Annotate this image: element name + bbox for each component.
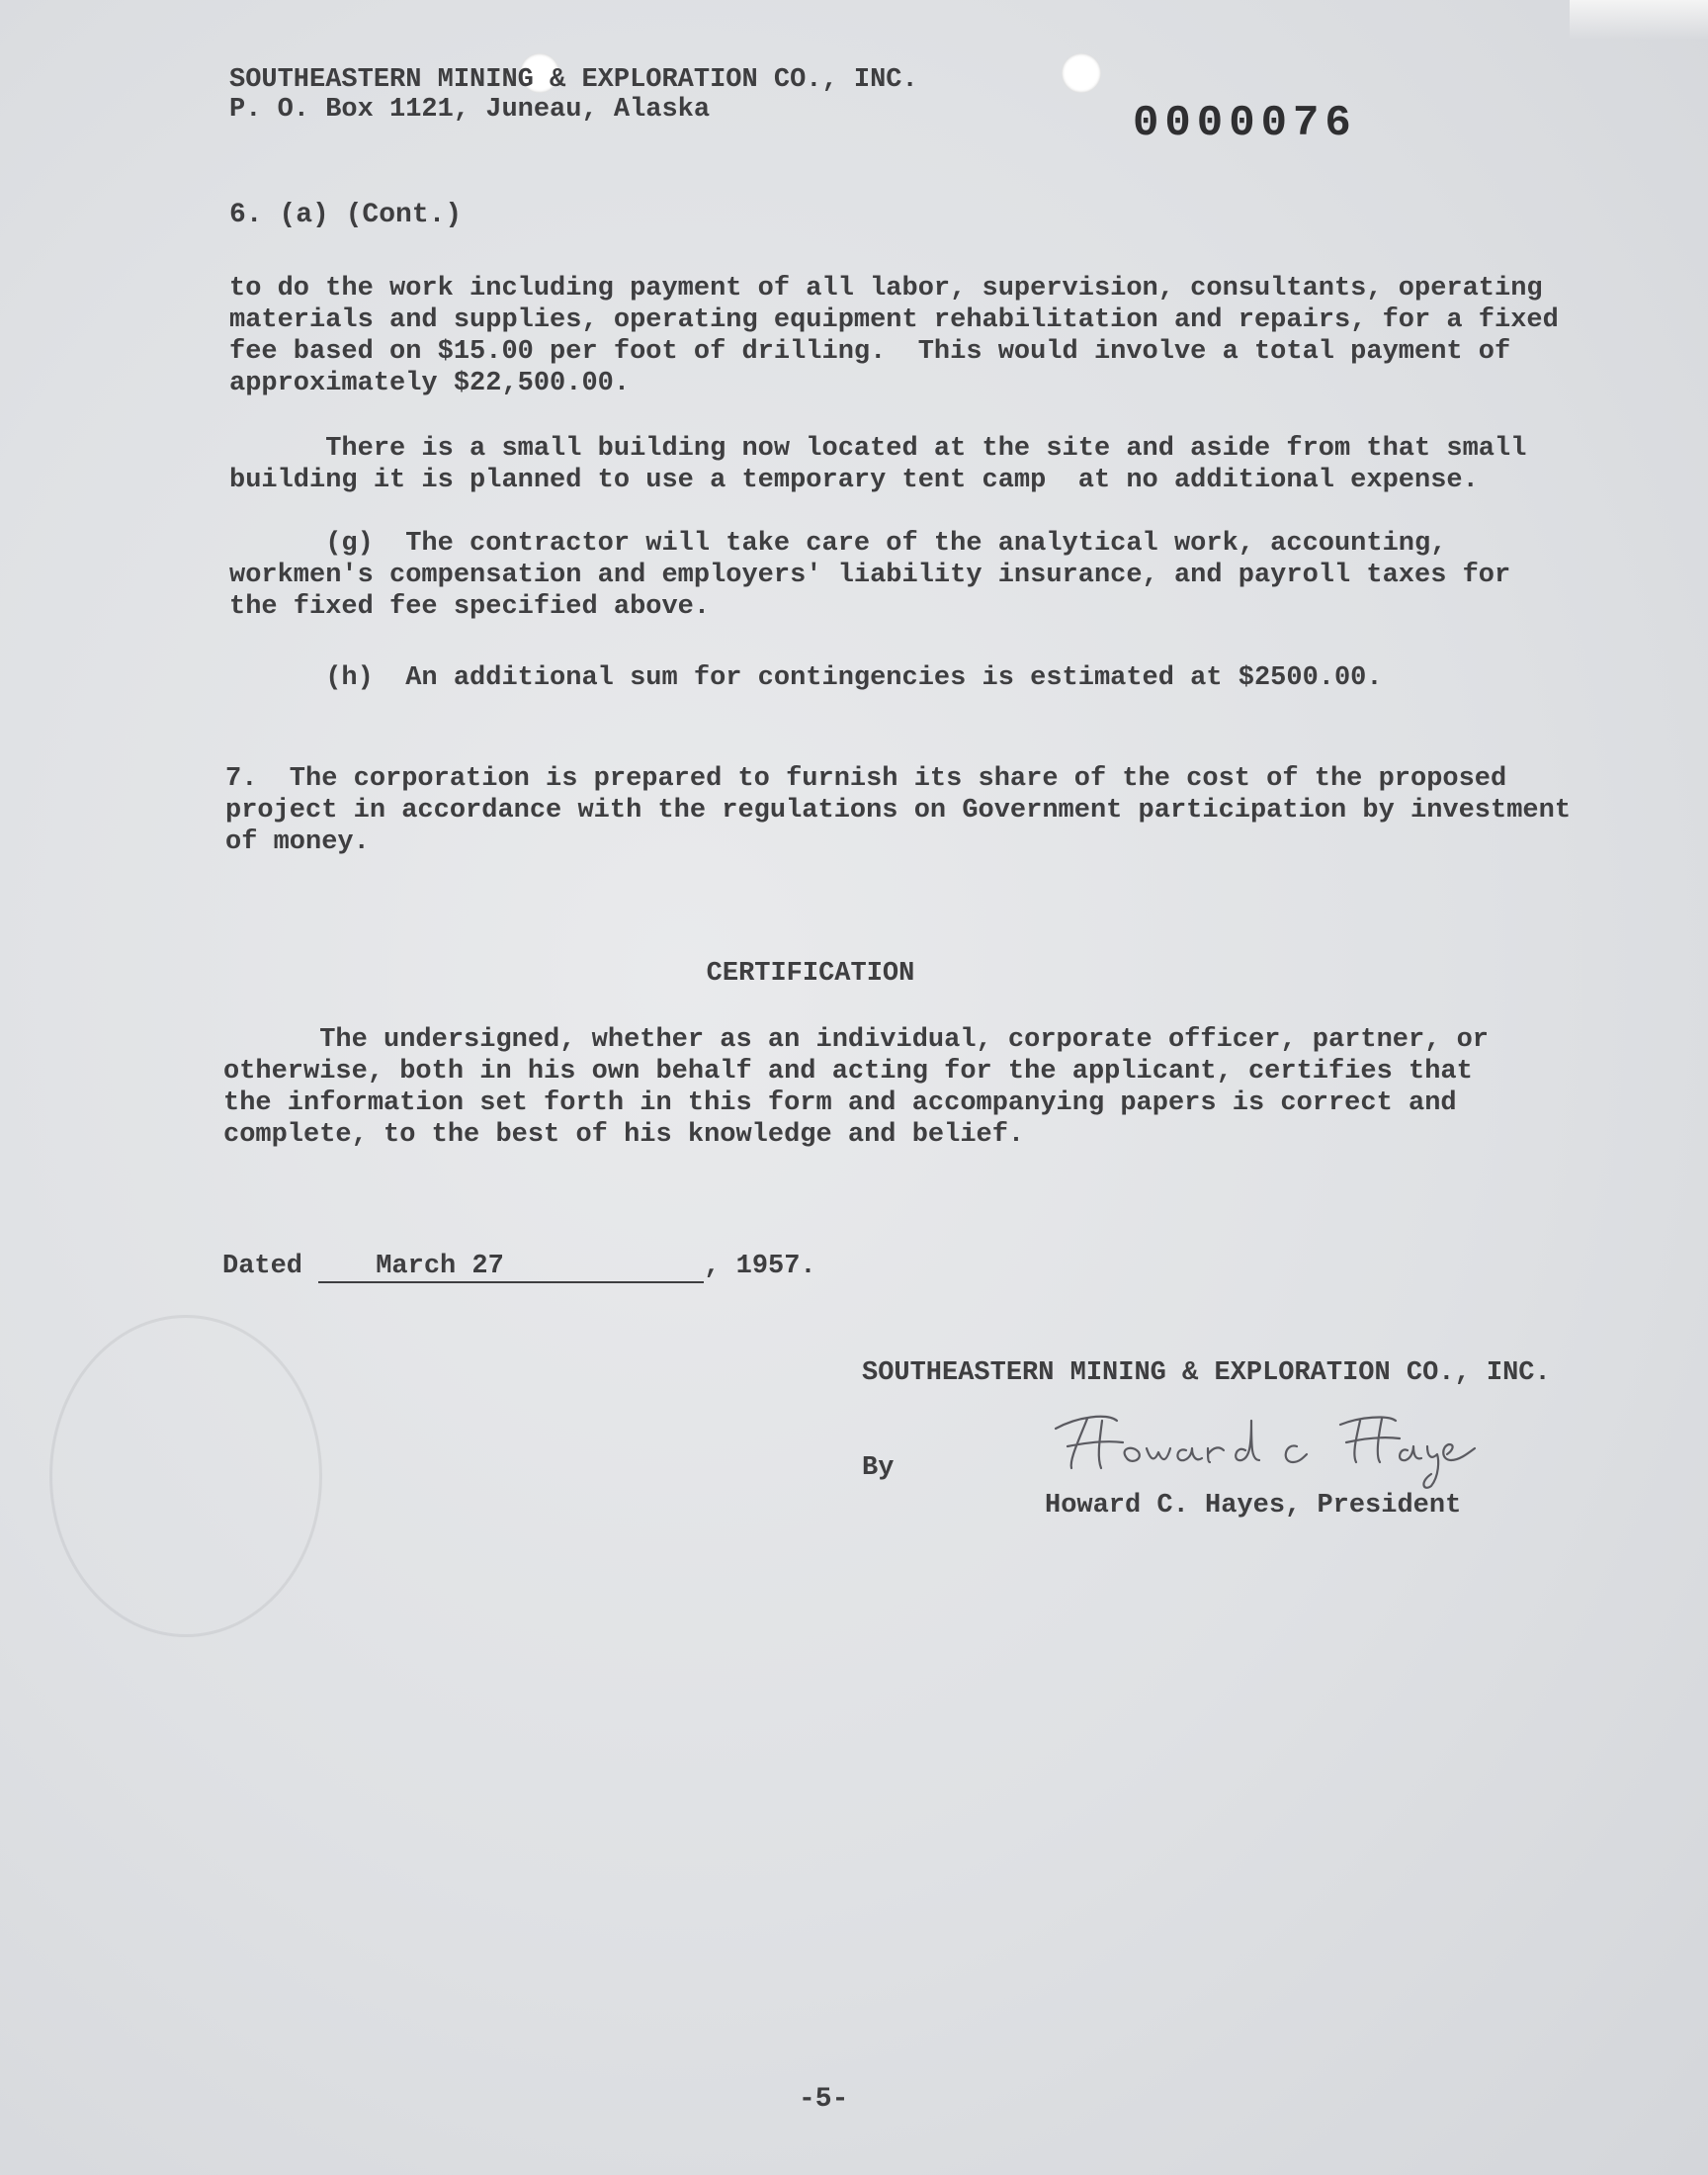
dated-label: Dated bbox=[222, 1252, 303, 1281]
certification-text: The undersigned, whether as an individual, corporate officer, partner, or otherwise, both in his own behalf and acting for the applicant, certifies that the information set forth in this form and accompanying papers is correct and complete, to the best of his knowledge and belief. bbox=[223, 1025, 1490, 1150]
dated-line bbox=[222, 1252, 816, 1283]
paper-corner-fold bbox=[1570, 0, 1708, 40]
faint-seal-impression bbox=[49, 1315, 322, 1637]
paragraph-contract-fee: to do the work including payment of all labor, supervision, consultants, operating materials and supplies, operating equipment rehabilitation and repairs, for a fixed fee based on $15.00 per foot of drilling. This would involve a total payment of approximately $22,500.00. bbox=[229, 274, 1559, 398]
paragraph-item-h: (h) An additional sum for contingencies is estimated at $2500.00. bbox=[229, 663, 1383, 693]
certification-title: CERTIFICATION bbox=[706, 959, 915, 989]
page-number: -5- bbox=[799, 2084, 849, 2115]
paragraph-building: There is a small building now located at the site and aside from that small building it is planned to use a temporary tent camp at no additional expense. bbox=[229, 434, 1527, 495]
handwritten-signature bbox=[1048, 1399, 1483, 1493]
punch-hole-right bbox=[1062, 53, 1101, 93]
paragraph-item-7: 7. The corporation is prepared to furnish its share of the cost of the proposed project in accordance with the regulations on Government participation by investment of money. bbox=[225, 764, 1572, 857]
letterhead bbox=[229, 65, 918, 125]
dated-date-value: March 27 bbox=[318, 1252, 704, 1283]
signature-company: SOUTHEASTERN MINING & EXPLORATION CO., INC. bbox=[862, 1358, 1551, 1388]
paragraph-item-g: (g) The contractor will take care of the analytical work, accounting, workmen's compensation and employers' liability insurance, and payroll taxes for the fixed fee specified above. bbox=[229, 529, 1511, 622]
by-label: By bbox=[862, 1453, 895, 1483]
dated-year: , 1957. bbox=[704, 1252, 816, 1281]
section-heading: 6. (a) (Cont.) bbox=[229, 200, 463, 230]
letterhead-company: SOUTHEASTERN MINING & EXPLORATION CO., INC. bbox=[229, 65, 918, 95]
letterhead-address: P. O. Box 1121, Juneau, Alaska bbox=[229, 95, 711, 125]
signer-name-title: Howard C. Hayes, President bbox=[1045, 1491, 1462, 1521]
document-number-stamp: 0000076 bbox=[1133, 99, 1357, 148]
